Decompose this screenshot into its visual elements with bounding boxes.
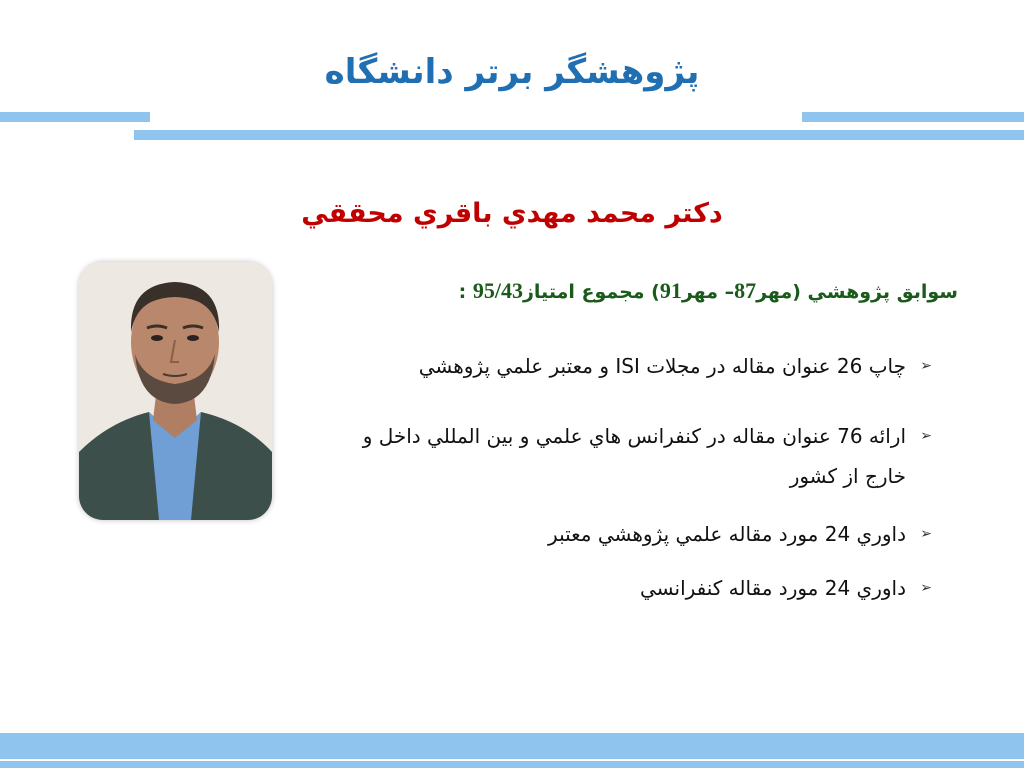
bullet-arrow-icon: ➢ bbox=[920, 526, 932, 542]
footer-bar-thin bbox=[0, 761, 1024, 768]
bullet-arrow-icon: ➢ bbox=[920, 358, 932, 374]
subheading-colon: : bbox=[458, 281, 473, 303]
subheading-prefix: سوابق پژوهشي (مهر bbox=[756, 281, 958, 303]
list-item bbox=[332, 346, 932, 386]
list-item-text: ارائه 76 عنوان مقاله در كنفرانس هاي علمي و بين المللي داخل و خارج از كشور bbox=[362, 424, 906, 488]
portrait-illustration bbox=[79, 262, 272, 520]
list-item bbox=[332, 416, 932, 496]
subheading-to: 91 bbox=[659, 278, 682, 303]
list-item bbox=[332, 568, 932, 608]
research-summary-heading bbox=[358, 278, 958, 304]
decorative-bar-right bbox=[802, 112, 1024, 122]
achievements-list bbox=[332, 346, 932, 626]
list-item-text: داوري 24 مورد مقاله كنفرانسي bbox=[639, 576, 906, 600]
footer-bar bbox=[0, 733, 1024, 759]
subheading-from: 87 bbox=[734, 278, 757, 303]
list-item-text: داوري 24 مورد مقاله علمي پژوهشي معتبر bbox=[548, 522, 906, 546]
list-item bbox=[332, 514, 932, 554]
subheading-dash: – مهر bbox=[681, 281, 735, 303]
decorative-bar-long bbox=[134, 130, 1024, 140]
subheading-score: 95/43 bbox=[472, 278, 523, 303]
researcher-photo bbox=[79, 262, 272, 520]
list-item-text: چاپ 26 عنوان مقاله در مجلات ISI و معتبر علمي پژوهشي bbox=[418, 354, 906, 378]
subheading-suffix: ) مجموع امتياز bbox=[522, 281, 660, 303]
bullet-arrow-icon: ➢ bbox=[920, 580, 932, 596]
bullet-arrow-icon: ➢ bbox=[920, 428, 932, 444]
decorative-bar-left bbox=[0, 112, 150, 122]
researcher-name: دكتر محمد مهدي باقري محققي bbox=[301, 198, 723, 229]
slide-title: پژوهشگر برتر دانشگاه bbox=[324, 52, 700, 92]
